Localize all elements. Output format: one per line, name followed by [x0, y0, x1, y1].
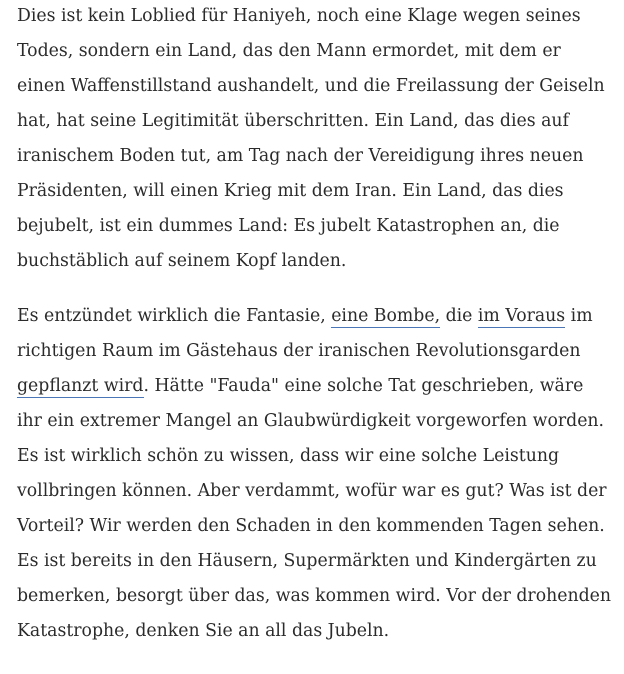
paragraph-text-segment: die [440, 306, 478, 326]
article-paragraph-1: Dies ist kein Loblied für Haniyeh, noch eine Klage wegen seines Todes, sondern ein Land, das den Mann ermordet, mit dem er einen Waffenstillstand aushandelt, und die Freilassung der Geiseln hat, hat seine Legitimität überschritten. Ein Land, das dies auf iranischem Boden tut, am Tag nach der Vereidigung ihres neuen Präsidenten, will einen Krieg mit dem Iran. Ein Land, das dies bejubelt, ist ein dummes Land: Es jubelt Katastrophen an, die buchstäblich auf seinem Kopf landen. [17, 6, 605, 271]
paragraph-text-segment: Es entzündet wirklich die Fantasie, [17, 306, 332, 326]
link-eine-bombe[interactable]: eine Bombe, [331, 306, 441, 326]
paragraph-text-segment: im richtigen Raum im Gästehaus der iranischen Revolutionsgarden [17, 306, 593, 361]
link-gepflanzt-wird[interactable]: gepflanzt wird [17, 376, 144, 396]
paragraph-text-segment: . Hätte "Fauda" eine solche Tat geschrieben, wäre ihr ein extremer Mangel an Glaubwürdigkeit vorgeworfen worden. Es ist wirklich schön zu wissen, dass wir eine solche Leistung vollbringen können. Aber verdammt, wofür war es gut? Was ist der Vorteil? Wir werden den Schaden in den kommenden Tagen sehen. Es ist bereits in den Häusern, Supermärkten und Kindergärten zu bemerken, besorgt über das, was kommen wird. Vor der drohenden Katastrophe, denken Sie an all das Jubeln. [17, 376, 612, 641]
link-im-voraus[interactable]: im Voraus [477, 306, 566, 326]
article-paragraph-2 [17, 299, 612, 649]
